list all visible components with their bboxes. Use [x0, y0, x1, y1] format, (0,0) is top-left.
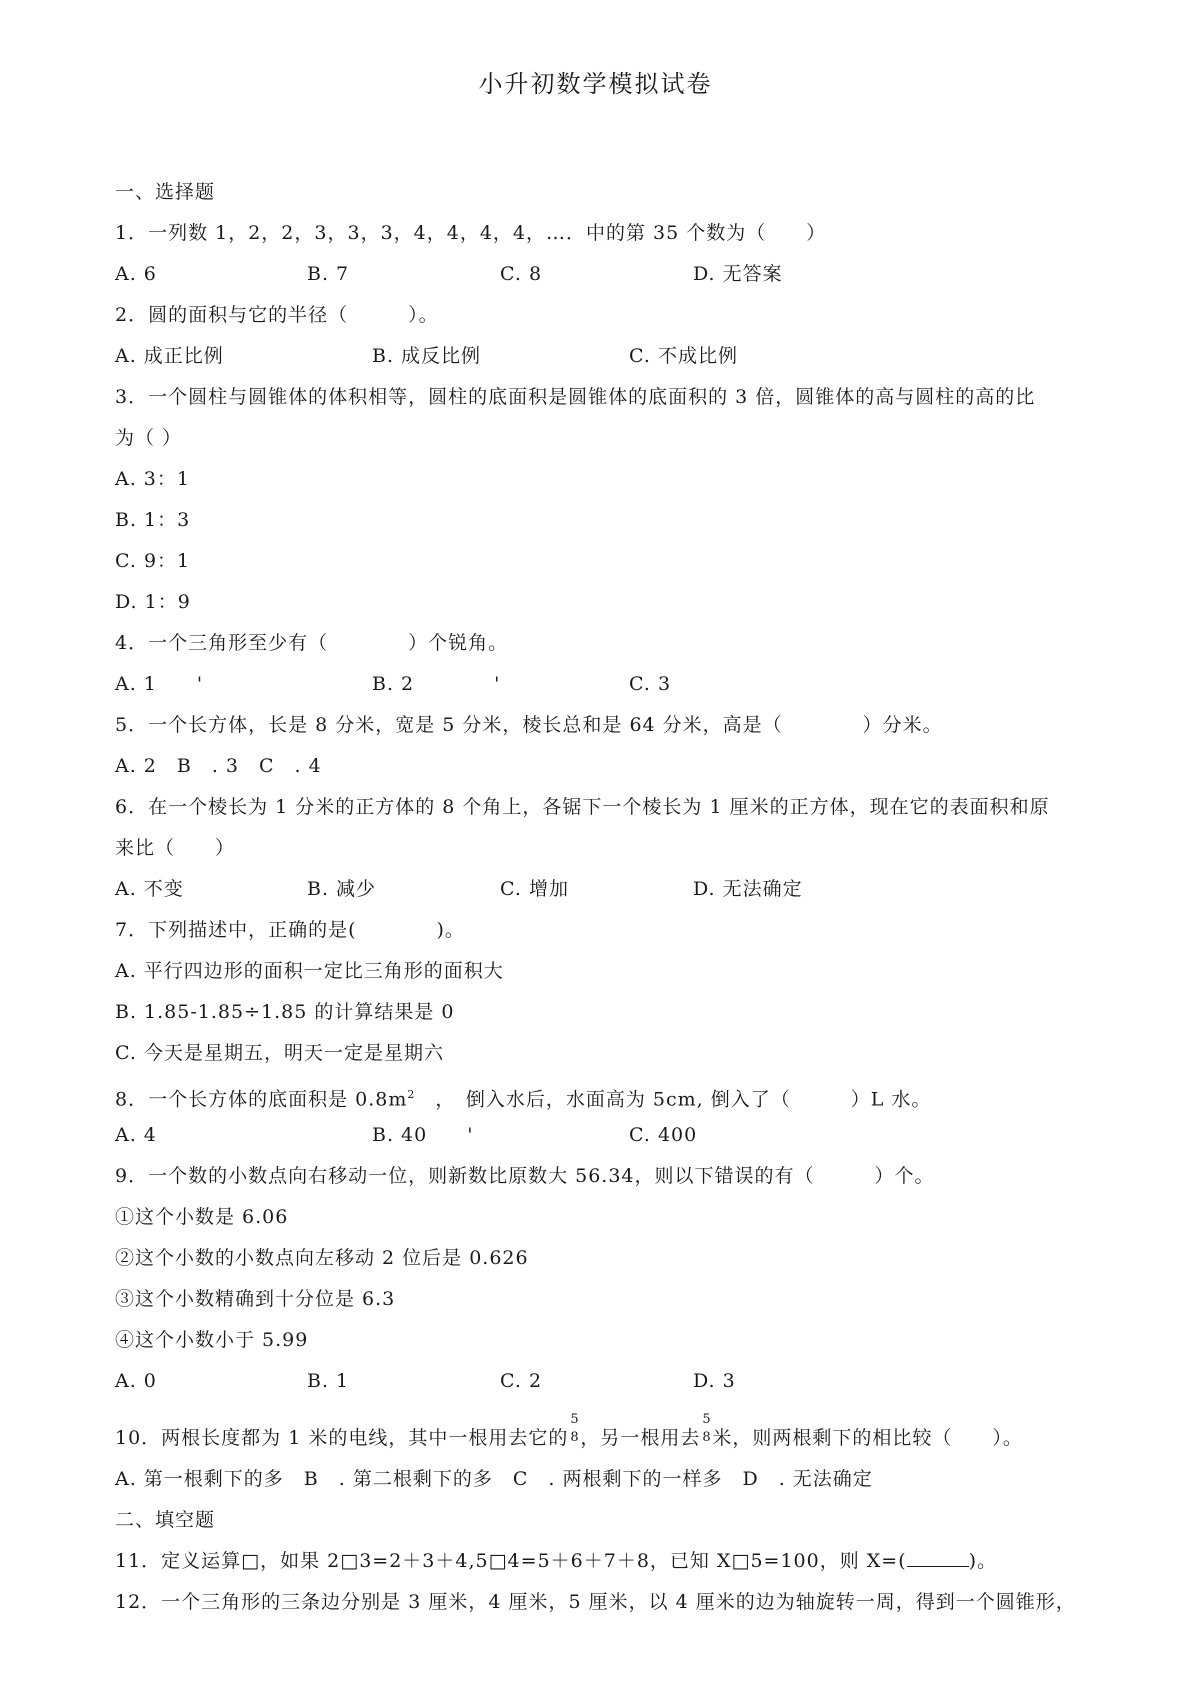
question-6-line-2: 来比（ ） [115, 837, 236, 859]
q11-text-a: 11．定义运算□，如果 2□3=2＋3＋4,5□4=5＋6＋7＋8，已知 X□5=100，则 X=( [115, 1550, 907, 1572]
option-b[interactable]: B. 40 ' [372, 1124, 474, 1146]
option-c[interactable]: C. 9：1 [115, 550, 191, 572]
q4-options [115, 664, 1095, 705]
statement-3: ③这个小数精确到十分位是 6.3 [115, 1288, 396, 1310]
fraction-numerator: 5 [570, 1411, 580, 1427]
option-a[interactable]: A. 平行四边形的面积一定比三角形的面积大 [115, 960, 504, 982]
question-7: 7．下列描述中，正确的是( )。 [115, 919, 465, 941]
option-b[interactable]: B. 减少 [307, 878, 377, 900]
option-c[interactable]: C. 不成比例 [629, 345, 738, 367]
option-a[interactable]: A. 不变 [115, 878, 184, 900]
option-b[interactable]: B. 7 [307, 263, 350, 285]
option-c[interactable]: C. 400 [629, 1124, 698, 1146]
q1-options [115, 254, 1095, 295]
option-b[interactable]: B. 1.85-1.85÷1.85 的计算结果是 0 [115, 1001, 455, 1023]
q10-text-c: 米，则两根剩下的相比较（ ）。 [712, 1427, 1023, 1449]
option-c[interactable]: C. 2 [500, 1370, 543, 1392]
option-a[interactable]: A. 1 ' [115, 673, 204, 695]
fraction [700, 1411, 712, 1460]
q6-options [115, 869, 1095, 910]
q9-options [115, 1361, 1095, 1402]
option-a[interactable]: A. 6 [115, 263, 157, 285]
option-a[interactable]: A. 3：1 [115, 468, 190, 490]
question-4: 4．一个三角形至少有（ ）个锐角。 [115, 632, 509, 654]
question-3-line-1: 3．一个圆柱与圆锥体的体积相等，圆柱的底面积是圆锥体的底面积的 3 倍，圆锥体的高与圆柱的高的比 [115, 386, 1036, 408]
option-a[interactable]: A. 0 [115, 1370, 157, 1392]
question-12: 12．一个三角形的三条边分别是 3 厘米，4 厘米，5 厘米，以 4 厘米的边为轴旋转一周，得到一个圆锥形， [115, 1591, 1076, 1613]
statement-1: ①这个小数是 6.06 [115, 1206, 289, 1228]
fraction [568, 1411, 580, 1460]
option-c[interactable]: C. 今天是星期五，明天一定是星期六 [115, 1042, 444, 1064]
option-b[interactable]: B. 1：3 [115, 509, 191, 531]
option-c[interactable]: C. 8 [500, 263, 543, 285]
q5-options[interactable]: A. 2 B . 3 C . 4 [115, 755, 322, 777]
question-8 [115, 1074, 1095, 1115]
statement-4: ④这个小数小于 5.99 [115, 1329, 309, 1351]
q8-superscript: 2 [407, 1088, 416, 1101]
option-a[interactable]: A. 4 [115, 1124, 157, 1146]
fraction-denominator: 8 [570, 1429, 580, 1445]
question-1: 1．一列数 1，2，2，3，3，3，4，4，4，4，…．中的第 35 个数为（ ） [115, 222, 827, 244]
option-c[interactable]: C. 增加 [500, 878, 569, 900]
q10-text-b: ，另一根用去 [580, 1427, 701, 1449]
option-b[interactable]: B. 2 ' [372, 673, 501, 695]
exam-content [115, 172, 1095, 1623]
question-5: 5．一个长方体，长是 8 分米，宽是 5 分米，棱长总和是 64 分米，高是（ ）分米。 [115, 714, 943, 736]
option-b[interactable]: B. 成反比例 [372, 345, 482, 367]
q10-text-a: 10．两根长度都为 1 米的电线，其中一根用去它的 [115, 1427, 569, 1449]
q11-text-b: )。 [968, 1550, 998, 1572]
statement-2: ②这个小数的小数点向左移动 2 位后是 0.626 [115, 1247, 529, 1269]
option-d[interactable]: D. 无法确定 [693, 878, 803, 900]
q8-options [115, 1115, 1095, 1156]
question-3-line-2: 为（ ） [115, 427, 183, 449]
option-d[interactable]: D. 无答案 [693, 263, 783, 285]
answer-blank[interactable] [907, 1566, 969, 1567]
question-9: 9．一个数的小数点向右移动一位，则新数比原数大 56.34，则以下错误的有（ ）个。 [115, 1165, 935, 1187]
fraction-denominator: 8 [702, 1429, 712, 1445]
q8-text-b: ， 倒入水后，水面高为 5cm, 倒入了（ ）L 水。 [415, 1088, 932, 1111]
section-heading: 二、填空题 [115, 1509, 216, 1531]
question-11 [115, 1541, 1095, 1582]
option-c[interactable]: C. 3 [629, 673, 672, 695]
q10-options[interactable]: A. 第一根剩下的多 B . 第二根剩下的多 C . 两根剩下的一样多 D . 无法确定 [115, 1468, 873, 1490]
q2-options [115, 336, 1095, 377]
option-d[interactable]: D. 3 [693, 1370, 736, 1392]
option-d[interactable]: D. 1：9 [115, 591, 191, 613]
q8-text-a: 8．一个长方体的底面积是 0.8m [115, 1088, 408, 1111]
fraction-numerator: 5 [702, 1411, 712, 1427]
page-title: 小升初数学模拟试卷 [478, 70, 713, 98]
option-b[interactable]: B. 1 [307, 1370, 350, 1392]
question-2: 2．圆的面积与它的半径（ ）。 [115, 304, 439, 326]
section-heading: 一、选择题 [115, 181, 216, 203]
question-10 [115, 1411, 1095, 1459]
option-a[interactable]: A. 成正比例 [115, 345, 224, 367]
question-6-line-1: 6．在一个棱长为 1 分米的正方体的 8 个角上，各锯下一个棱长为 1 厘米的正方体，现在它的表面积和原 [115, 796, 1050, 818]
